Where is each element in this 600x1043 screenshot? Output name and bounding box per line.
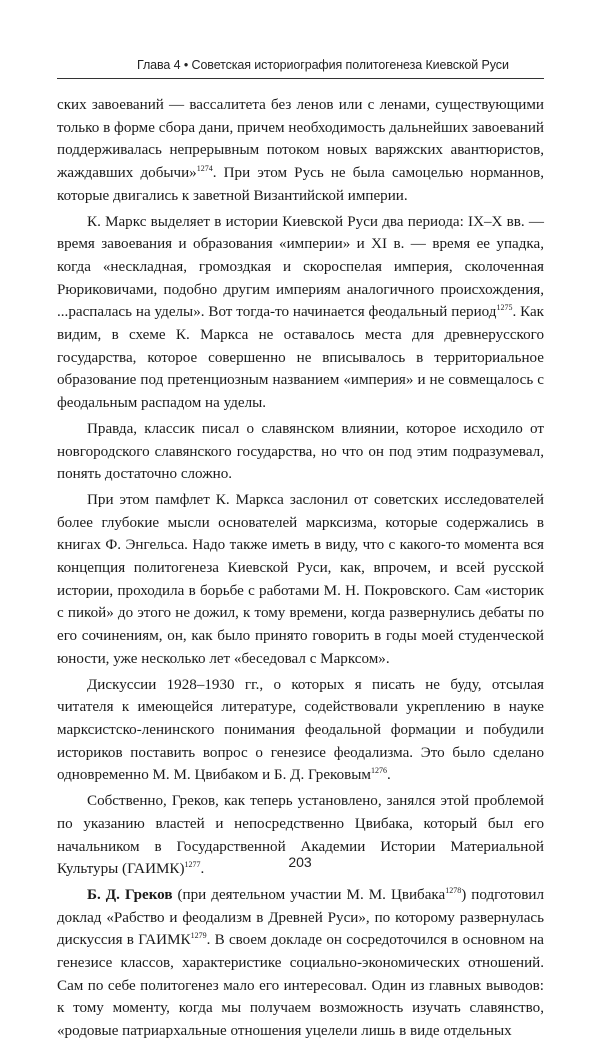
- paragraph-2-text-a: К. Маркс выделяет в истории Киевской Руси два периода: IX–X вв. — время завоевания и образования «империи» и XI в. — время ее упадка, когда «нескладная, громоздкая и скороспелая империя, сколоченная Рюриковичами, подобно другим империям аналогичного происхождения, ...распалась на уделы». Вот тогда-то начинается феодальный период: [57, 213, 544, 321]
- paragraph-2-text-b: . Как видим, в схеме К. Маркса не оставалось места для древнерусского государства, которое совершенно не вписывалось в территориальное образование под претенциозным названием «империя» и не совмещалось с феодальным распадом на уделы.: [57, 304, 544, 412]
- paragraph-4-text: При этом памфлет К. Маркса заслонил от советских исследователей более глубокие мысли основателей марксизма, которые содержались в книгах Ф. Энгельса. Надо также иметь в виду, что с какого-то момента вся концепция политогенеза Киевской Руси, как, впрочем, и всей русской истории, проходила в борьбе с работами М. Н. Покровского. Сам «историк с пикой» до этого не дожил, к тому времени, когда развернулись дебаты по его сочинениям, он, как было принято говорить в годы моей студенческой юности, уже несколько лет «беседовал с Марксом».: [57, 491, 544, 667]
- paragraph-7-text-c: . В своем докладе он сосредоточился в основном на генезисе классов, характеристике социально-экономических отношений. Сам по себе политогенез мало его интересовал. Один из главных выводов: к тому моменту, когда мы получаем возможность изучать славянство, «родовые патриархальные отношения уцелели лишь в виде отдельных: [57, 932, 544, 1040]
- paragraph-7-text-a: (при деятельном участии М. М. Цвибака: [172, 886, 446, 903]
- running-title: Глава 4 • Советская историография политогенеза Киевской Руси: [137, 58, 509, 72]
- footnote-ref-1279: 1279: [190, 931, 207, 941]
- paragraph-5-text-b: .: [386, 767, 391, 784]
- paragraph-1: [57, 94, 544, 208]
- paragraph-6-text-a: Собственно, Греков, как теперь установлено, занялся этой проблемой по указанию властей и непосредственно Цвибака, который был его начальником в Государственной Академии Истории Материальной Культуры (ГАИМК): [57, 793, 544, 878]
- paragraph-6-text-b: .: [200, 861, 205, 878]
- main-text: [57, 94, 544, 1043]
- paragraph-7-text-b: ) подготовил доклад «Рабство и феодализм в Древней Руси», по которому развернулась дискуссия в ГАИМК: [57, 886, 544, 949]
- page-number: 203: [288, 854, 312, 870]
- footnote-ref-1278: 1278: [445, 885, 462, 895]
- footnote-ref-1275: 1275: [496, 303, 513, 313]
- paragraph-7-bold-name: Б. Д. Греков: [87, 886, 173, 903]
- paragraph-7: [57, 884, 544, 1043]
- paragraph-3: [57, 418, 544, 486]
- footnote-ref-1277: 1277: [184, 860, 201, 870]
- paragraph-1-text-a: ских завоеваний — вассалитета без ленов или с ленами, существующими только в форме сбора дани, причем необходимость дальнейших завоеваний поддерживалась непрерывным потоком новых варяжских авантюристов, жаждавших добычи»: [57, 97, 544, 182]
- paragraph-2: [57, 211, 544, 415]
- paragraph-1-text-b: . При этом Русь не была самоцелью норманнов, которые двигались к заветной Византийской империи.: [57, 165, 544, 204]
- footnote-ref-1276: 1276: [370, 766, 387, 776]
- paragraph-4: [57, 489, 544, 671]
- footnote-ref-1274: 1274: [196, 164, 213, 174]
- paragraph-3-text: Правда, классик писал о славянском влиянии, которое исходило от новгородского славянского государства, но что он под этим подразумевал, понять достаточно сложно.: [57, 420, 544, 483]
- paragraph-5-text-a: Дискуссии 1928–1930 гг., о которых я писать не буду, отсылая читателя к имеющейся литературе, содействовали укреплению в науке марксистско-ленинского понимания феодальной формации и побудили историков поставить вопрос о генезисе феодализма. Это было сделано одновременно М. М. Цвибаком и Б. Д. Грековым: [57, 676, 544, 784]
- header-rule: [57, 78, 544, 79]
- paragraph-5: [57, 674, 544, 788]
- running-header: [0, 0, 600, 84]
